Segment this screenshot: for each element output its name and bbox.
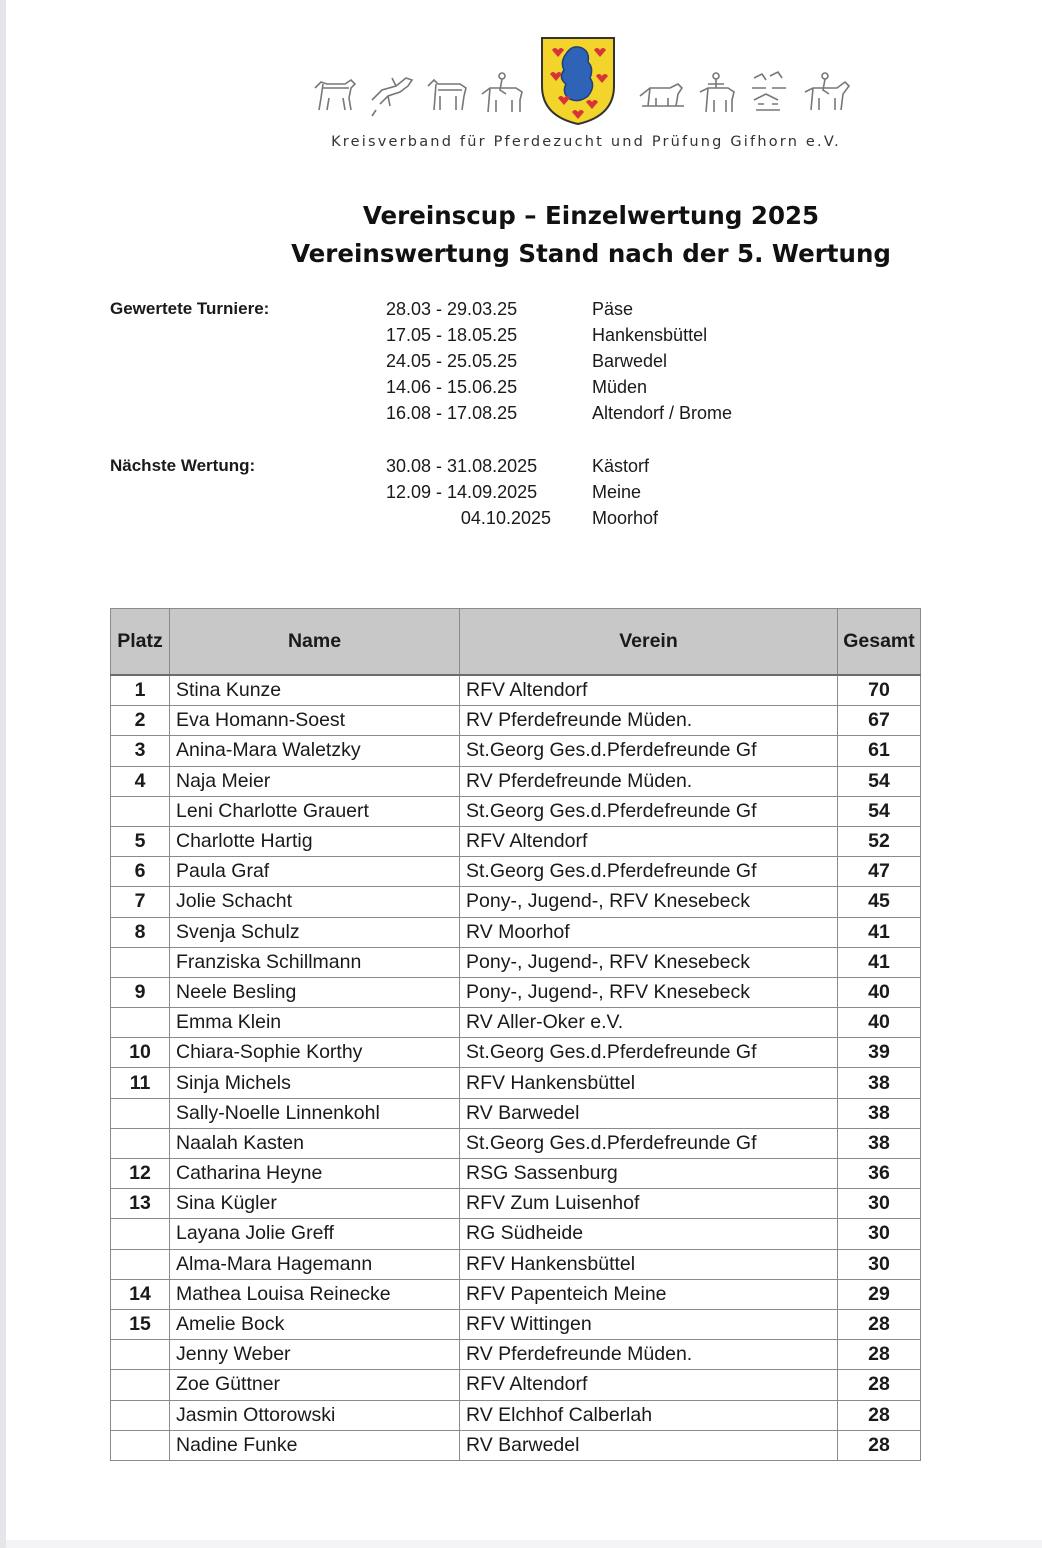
cell-gesamt: 40: [838, 977, 921, 1007]
cell-verein: RFV Altendorf: [460, 675, 838, 706]
cell-platz: 7: [111, 887, 170, 917]
cell-verein: Pony-, Jugend-, RFV Knesebeck: [460, 887, 838, 917]
table-row: [111, 796, 921, 826]
cell-platz: 15: [111, 1309, 170, 1339]
table-row: [111, 1430, 921, 1460]
cell-platz: [111, 1400, 170, 1430]
table-row: [111, 675, 921, 706]
cell-verein: Pony-, Jugend-, RFV Knesebeck: [460, 977, 838, 1007]
cell-name: Naja Meier: [170, 766, 460, 796]
cell-platz: [111, 1128, 170, 1158]
date-item: 30.08 - 31.08.2025: [386, 456, 538, 476]
place-item: Hankensbüttel: [592, 325, 708, 345]
table-row: [111, 736, 921, 766]
cell-platz: 3: [111, 736, 170, 766]
cell-platz: 14: [111, 1279, 170, 1309]
cell-name: Sally-Noelle Linnenkohl: [170, 1098, 460, 1128]
table-row: [111, 826, 921, 856]
table-row: [111, 917, 921, 947]
cell-verein: RV Pferdefreunde Müden.: [460, 706, 838, 736]
coat-of-arms-icon: [538, 34, 618, 126]
table-body: [111, 675, 921, 1460]
cell-name: Nadine Funke: [170, 1430, 460, 1460]
cell-verein: RFV Hankensbüttel: [460, 1068, 838, 1098]
table-row: [111, 1309, 921, 1339]
cell-verein: RV Barwedel: [460, 1430, 838, 1460]
cell-gesamt: 40: [838, 1008, 921, 1038]
cell-gesamt: 54: [838, 766, 921, 796]
cell-platz: [111, 796, 170, 826]
cell-name: Anina-Mara Waletzky: [170, 736, 460, 766]
cell-gesamt: 39: [838, 1038, 921, 1068]
cell-name: Jolie Schacht: [170, 887, 460, 917]
cell-gesamt: 28: [838, 1309, 921, 1339]
document-page: [6, 0, 1042, 1540]
date-item: 04.10.2025: [460, 508, 551, 528]
logo-banner: [6, 30, 1042, 130]
dressage-rider-icon: [801, 70, 853, 120]
horse-sketch-icon: [311, 70, 359, 120]
cell-verein: RV Barwedel: [460, 1098, 838, 1128]
cell-platz: [111, 1370, 170, 1400]
next-tournaments: [6, 453, 1042, 543]
table-row: [111, 1128, 921, 1158]
table-row: [111, 706, 921, 736]
table-row: [111, 887, 921, 917]
cell-verein: RFV Hankensbüttel: [460, 1249, 838, 1279]
cell-gesamt: 38: [838, 1098, 921, 1128]
cell-name: Charlotte Hartig: [170, 826, 460, 856]
table-row: [111, 1068, 921, 1098]
date-item: 16.08 - 17.08.25: [386, 403, 518, 423]
next-label: Nächste Wertung:: [110, 456, 256, 475]
cell-name: Catharina Heyne: [170, 1159, 460, 1189]
header-verein: Verein: [460, 609, 838, 676]
organization-name: Kreisverband für Pferdezucht und Prüfung Gifhorn e.V.: [331, 134, 841, 150]
cell-name: Franziska Schillmann: [170, 947, 460, 977]
cell-gesamt: 45: [838, 887, 921, 917]
cell-platz: 9: [111, 977, 170, 1007]
table-row: [111, 1159, 921, 1189]
cell-verein: RFV Altendorf: [460, 1370, 838, 1400]
vaulting-icon: [694, 70, 740, 120]
cell-platz: [111, 1430, 170, 1460]
place-item: Moorhof: [592, 508, 659, 528]
cell-verein: RV Elchhof Calberlah: [460, 1400, 838, 1430]
table-row: [111, 1098, 921, 1128]
place-item: Päse: [592, 299, 634, 319]
cell-platz: 8: [111, 917, 170, 947]
title-line-2: Vereinswertung Stand nach der 5. Wertung: [291, 239, 891, 268]
cell-name: Jasmin Ottorowski: [170, 1400, 460, 1430]
cell-verein: St.Georg Ges.d.Pferdefreunde Gf: [460, 736, 838, 766]
cell-gesamt: 30: [838, 1189, 921, 1219]
cell-name: Chiara-Sophie Korthy: [170, 1038, 460, 1068]
cell-name: Mathea Louisa Reinecke: [170, 1279, 460, 1309]
cell-name: Leni Charlotte Grauert: [170, 796, 460, 826]
header-gesamt: Gesamt: [838, 609, 921, 676]
cell-gesamt: 28: [838, 1430, 921, 1460]
cell-platz: 13: [111, 1189, 170, 1219]
cell-platz: [111, 1249, 170, 1279]
cell-name: Stina Kunze: [170, 675, 460, 706]
cell-verein: RSG Sassenburg: [460, 1159, 838, 1189]
table-row: [111, 1189, 921, 1219]
date-item: 12.09 - 14.09.2025: [386, 482, 538, 502]
place-item: Müden: [592, 377, 648, 397]
table-row: [111, 1400, 921, 1430]
table-row: [111, 1370, 921, 1400]
next-places: [592, 453, 658, 531]
cell-gesamt: 28: [838, 1340, 921, 1370]
date-item: 17.05 - 18.05.25: [386, 325, 518, 345]
cell-gesamt: 30: [838, 1249, 921, 1279]
cell-gesamt: 28: [838, 1400, 921, 1430]
cell-gesamt: 38: [838, 1068, 921, 1098]
cell-verein: St.Georg Ges.d.Pferdefreunde Gf: [460, 796, 838, 826]
cell-verein: RV Moorhof: [460, 917, 838, 947]
next-dates: [386, 453, 551, 531]
cell-verein: RV Pferdefreunde Müden.: [460, 766, 838, 796]
cell-platz: [111, 1219, 170, 1249]
scored-label: Gewertete Turniere:: [110, 299, 270, 318]
date-item: 14.06 - 15.06.25: [386, 377, 518, 397]
cell-gesamt: 67: [838, 706, 921, 736]
cell-verein: St.Georg Ges.d.Pferdefreunde Gf: [460, 857, 838, 887]
cell-gesamt: 36: [838, 1159, 921, 1189]
table-row: [111, 977, 921, 1007]
cell-platz: 12: [111, 1159, 170, 1189]
cell-platz: 2: [111, 706, 170, 736]
cell-gesamt: 29: [838, 1279, 921, 1309]
header-platz: Platz: [111, 609, 170, 676]
cell-platz: [111, 1008, 170, 1038]
scored-dates: [386, 296, 551, 426]
cell-platz: [111, 1098, 170, 1128]
cell-platz: [111, 1340, 170, 1370]
cell-platz: 6: [111, 857, 170, 887]
date-item: 28.03 - 29.03.25: [386, 299, 518, 319]
cell-gesamt: 70: [838, 675, 921, 706]
header-name: Name: [170, 609, 460, 676]
cell-gesamt: 52: [838, 826, 921, 856]
table-row: [111, 766, 921, 796]
table-row: [111, 1249, 921, 1279]
cell-name: Neele Besling: [170, 977, 460, 1007]
title-line-1: Vereinscup – Einzelwertung 2025: [362, 201, 820, 230]
cell-verein: RV Aller-Oker e.V.: [460, 1008, 838, 1038]
cell-gesamt: 30: [838, 1219, 921, 1249]
table-header-row: [111, 609, 921, 676]
cell-name: Amelie Bock: [170, 1309, 460, 1339]
place-item: Meine: [592, 482, 642, 502]
cell-verein: RFV Zum Luisenhof: [460, 1189, 838, 1219]
cell-verein: RFV Wittingen: [460, 1309, 838, 1339]
cell-name: Eva Homann-Soest: [170, 706, 460, 736]
cell-platz: 5: [111, 826, 170, 856]
rider-icon: [476, 70, 528, 120]
table-row: [111, 1279, 921, 1309]
cell-gesamt: 61: [838, 736, 921, 766]
cell-name: Svenja Schulz: [170, 917, 460, 947]
cell-name: Alma-Mara Hagemann: [170, 1249, 460, 1279]
cell-gesamt: 41: [838, 947, 921, 977]
cell-platz: 4: [111, 766, 170, 796]
scored-places: [592, 296, 732, 426]
table-row: [111, 1219, 921, 1249]
cell-verein: St.Georg Ges.d.Pferdefreunde Gf: [460, 1038, 838, 1068]
document-title: [6, 197, 1042, 273]
cell-verein: Pony-, Jugend-, RFV Knesebeck: [460, 947, 838, 977]
cell-name: Layana Jolie Greff: [170, 1219, 460, 1249]
table-row: [111, 1008, 921, 1038]
place-item: Kästorf: [592, 456, 650, 476]
cell-gesamt: 28: [838, 1370, 921, 1400]
cell-name: Sina Kügler: [170, 1189, 460, 1219]
table-row: [111, 857, 921, 887]
cell-platz: 10: [111, 1038, 170, 1068]
cell-platz: 11: [111, 1068, 170, 1098]
cell-name: Zoe Güttner: [170, 1370, 460, 1400]
youth-riding-icon: [746, 70, 792, 120]
cell-verein: RFV Papenteich Meine: [460, 1279, 838, 1309]
scored-tournaments: [6, 296, 1042, 436]
cell-name: Paula Graf: [170, 857, 460, 887]
cell-verein: RV Pferdefreunde Müden.: [460, 1340, 838, 1370]
cell-verein: St.Georg Ges.d.Pferdefreunde Gf: [460, 1128, 838, 1158]
place-item: Barwedel: [592, 351, 668, 371]
cell-gesamt: 47: [838, 857, 921, 887]
cell-gesamt: 41: [838, 917, 921, 947]
table-row: [111, 947, 921, 977]
cell-platz: 1: [111, 675, 170, 706]
cell-platz: [111, 947, 170, 977]
cell-name: Naalah Kasten: [170, 1128, 460, 1158]
cell-name: Jenny Weber: [170, 1340, 460, 1370]
cell-gesamt: 38: [838, 1128, 921, 1158]
jumping-horse-icon: [366, 70, 418, 120]
date-item: 24.05 - 25.05.25: [386, 351, 518, 371]
table-row: [111, 1340, 921, 1370]
cell-name: Sinja Michels: [170, 1068, 460, 1098]
results-table: [110, 608, 921, 1461]
driving-horse-icon: [636, 70, 688, 120]
place-item: Altendorf / Brome: [592, 403, 733, 423]
cell-verein: RG Südheide: [460, 1219, 838, 1249]
horse-standing-icon: [424, 70, 472, 120]
cell-gesamt: 54: [838, 796, 921, 826]
table-row: [111, 1038, 921, 1068]
cell-verein: RFV Altendorf: [460, 826, 838, 856]
cell-name: Emma Klein: [170, 1008, 460, 1038]
